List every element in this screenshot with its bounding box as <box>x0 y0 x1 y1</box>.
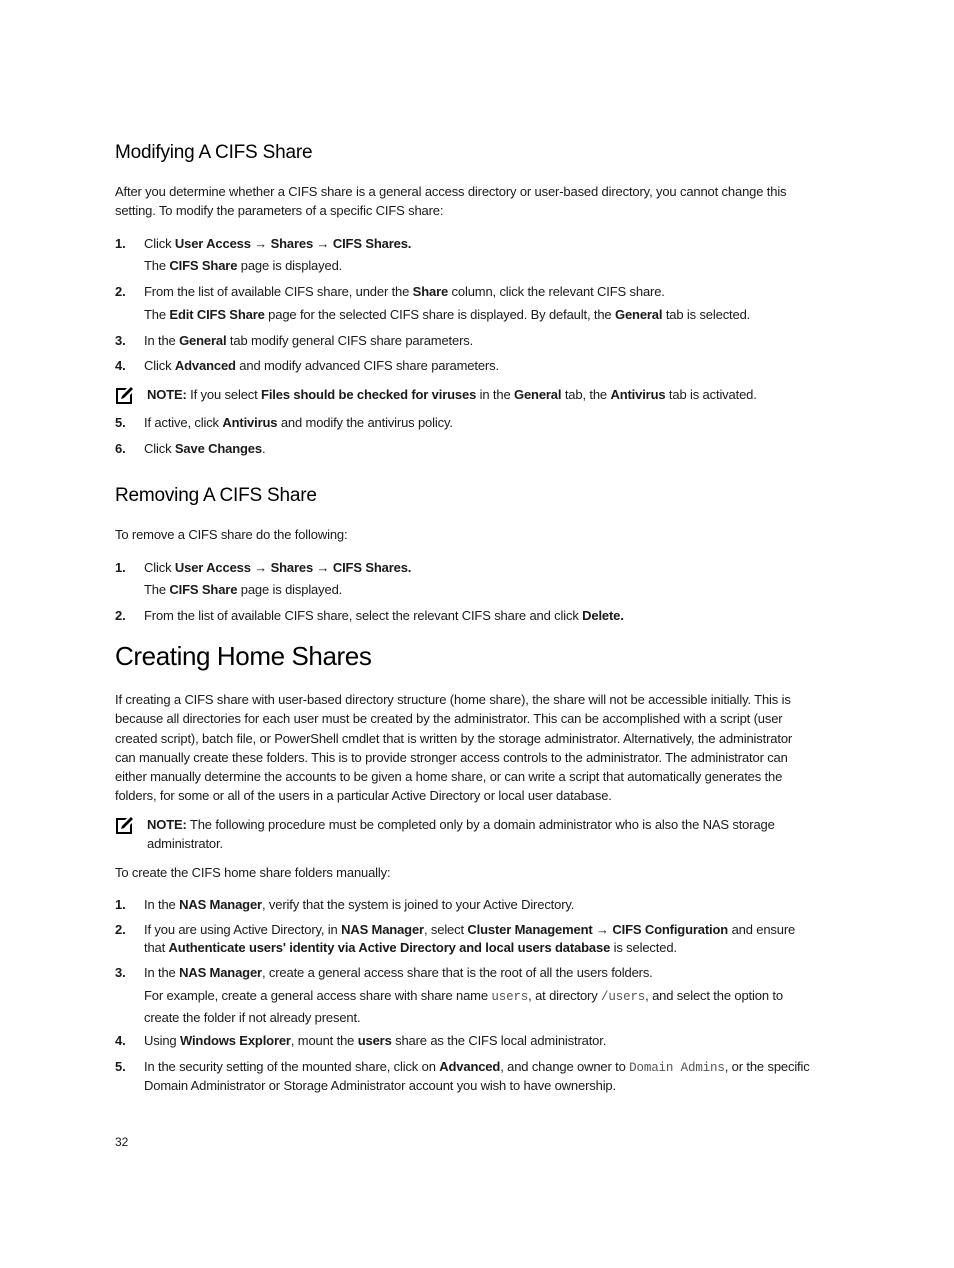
remove-intro: To remove a CIFS share do the following: <box>115 527 348 542</box>
heading-modify-cifs-share: Modifying A CIFS Share <box>115 142 313 163</box>
home-lead: To create the CIFS home share folders manually: <box>115 865 391 880</box>
page-number: 32 <box>115 1135 129 1149</box>
note-pencil-icon <box>115 815 135 835</box>
home-intro: If creating a CIFS share with user-based directory structure (home share), the share will not be accessible initially. This is because all directories for each user must be created by the administrator. This can be accomplished with a script (user created script), batch file, or PowerShell cmdlet that is written by the storage administrator. Alternatively, the administrator can manually create these folders. This is to provide stronger access controls to the administrator. The administrator can either manually determine the accounts to be given a home share, or can write a script that automatically generates the folders, for some or all of the users in a particular Active Directory or local user database. <box>115 692 793 804</box>
heading-remove-cifs-share: Removing A CIFS Share <box>115 485 317 506</box>
heading-creating-home-shares: Creating Home Shares <box>115 641 372 671</box>
note-pencil-icon <box>115 385 135 405</box>
modify-intro: After you determine whether a CIFS share is a general access directory or user-based directory, you cannot change this setting. To modify the parameters of a specific CIFS share: <box>115 184 787 219</box>
